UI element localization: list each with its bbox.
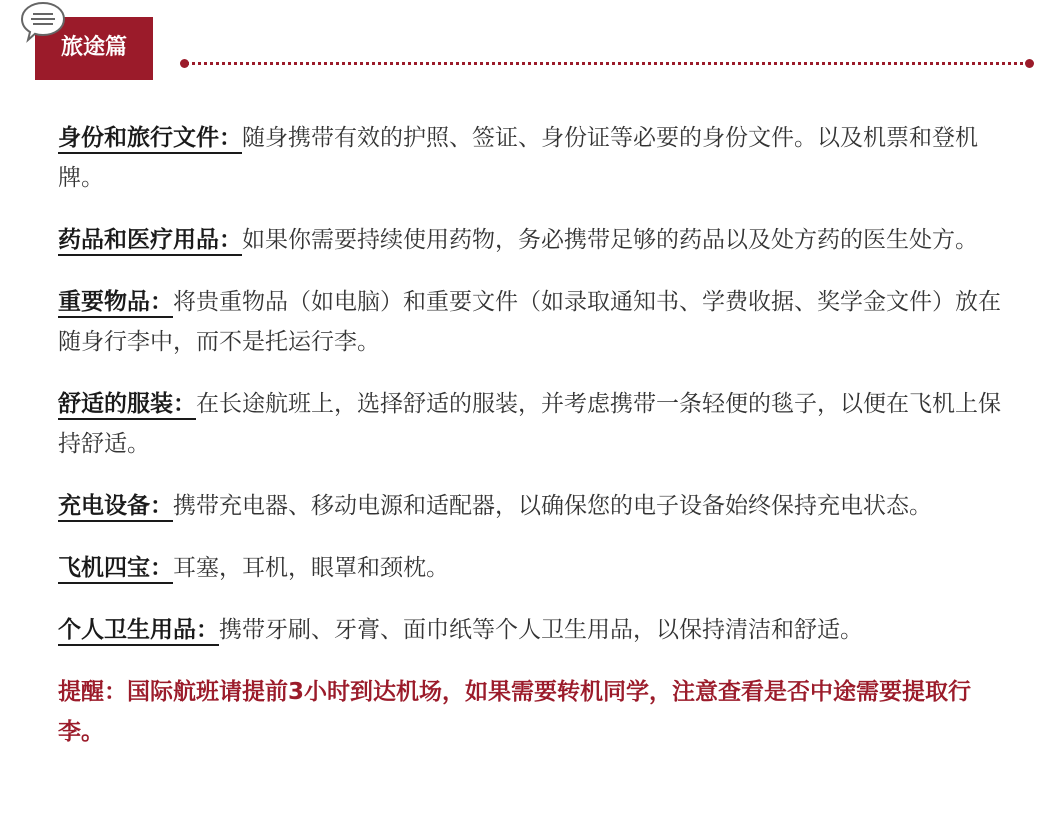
list-item-medicine <box>58 220 1003 260</box>
packing-list <box>58 118 1003 775</box>
list-item-hygiene <box>58 610 1003 650</box>
item-text: 携带牙刷、牙膏、面巾纸等个人卫生用品，以保持清洁和舒适。 <box>219 617 863 643</box>
list-item-flight-kit <box>58 548 1003 588</box>
speech-bubble-icon <box>19 0 67 44</box>
item-text: 将贵重物品（如电脑）和重要文件（如录取通知书、学费收据、奖学金文件）放在随身行李中，而不是托运行李。 <box>58 289 1001 355</box>
item-text: 随身携带有效的护照、签证、身份证等必要的身份文件。以及机票和登机牌。 <box>58 125 978 191</box>
list-item-documents <box>58 118 1003 198</box>
item-label: 个人卫生用品： <box>58 617 219 646</box>
list-item-valuables <box>58 282 1003 362</box>
list-item-charging <box>58 486 1003 526</box>
dotted-divider <box>185 62 1031 65</box>
item-text: 如果你需要持续使用药物，务必携带足够的药品以及处方药的医生处方。 <box>242 227 978 253</box>
list-item-clothing <box>58 384 1003 464</box>
item-label: 药品和医疗用品： <box>58 227 242 256</box>
item-text: 携带充电器、移动电源和适配器，以确保您的电子设备始终保持充电状态。 <box>173 493 932 519</box>
item-label: 重要物品： <box>58 289 173 318</box>
section-header <box>0 0 1053 90</box>
item-label: 飞机四宝： <box>58 555 173 584</box>
section-title: 旅途篇 <box>60 35 127 60</box>
item-label: 充电设备： <box>58 493 173 522</box>
divider-dot-right <box>1025 59 1034 68</box>
item-label: 舒适的服装： <box>58 391 196 420</box>
item-label: 身份和旅行文件： <box>58 125 242 154</box>
item-text: 在长途航班上，选择舒适的服装，并考虑携带一条轻便的毯子，以便在飞机上保持舒适。 <box>58 391 1001 457</box>
reminder-text: 提醒：国际航班请提前3小时到达机场，如果需要转机同学，注意查看是否中途需要提取行李。 <box>58 679 972 745</box>
item-text: 耳塞，耳机，眼罩和颈枕。 <box>173 555 449 581</box>
